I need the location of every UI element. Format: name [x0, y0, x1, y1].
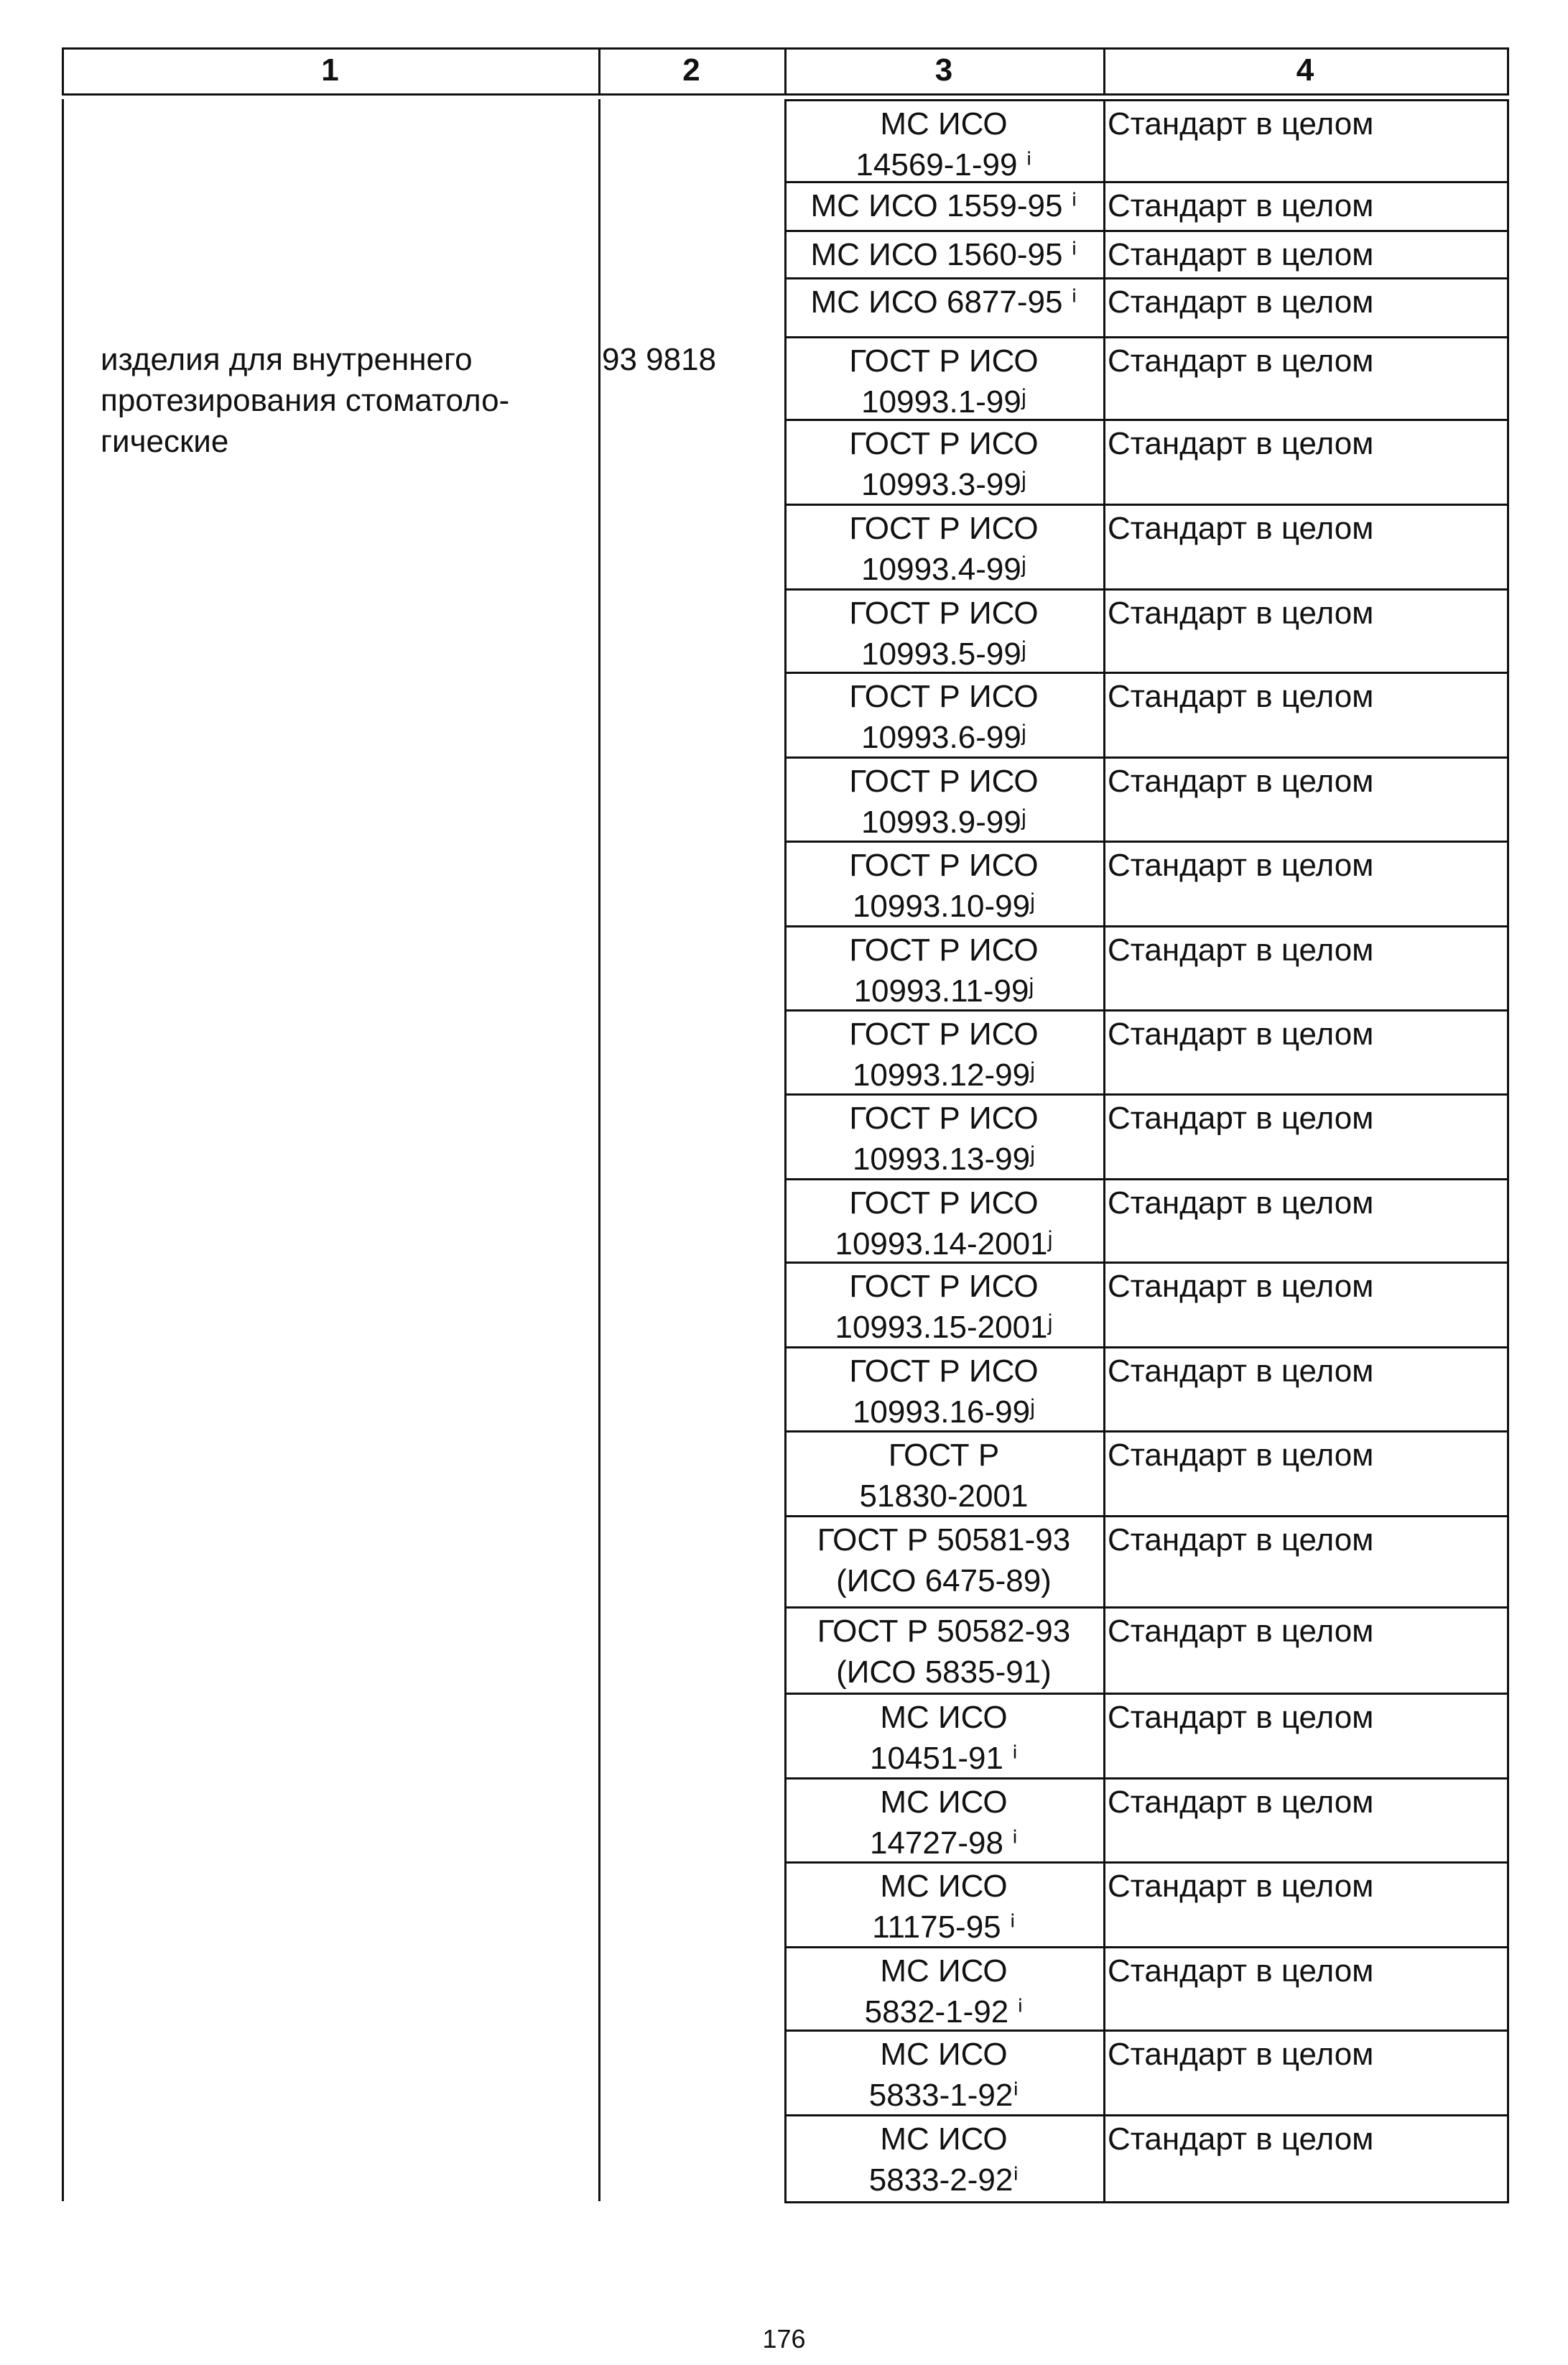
standard-designation: ГОСТ Р 51830-2001	[859, 1438, 1029, 1514]
row-rule-bottom	[784, 2201, 1509, 2203]
standard-scope: Стандарт в целом	[1108, 511, 1374, 546]
standard-scope: Стандарт в целом	[1108, 1017, 1374, 1052]
standard-designation: ГОСТ Р ИСО 10993.3-99ʲ	[849, 426, 1039, 502]
standard-designation: ГОСТ Р ИСО 10993.4-99ʲ	[849, 511, 1039, 587]
standard-designation: МС ИСО 5833-1-92ⁱ	[868, 2037, 1019, 2113]
standard-scope: Стандарт в целом	[1108, 1522, 1374, 1558]
standard-designation: ГОСТ Р ИСО 10993.14-2001ʲ	[835, 1185, 1053, 1262]
standard-designation: ГОСТ Р ИСО 10993.6-99ʲ	[849, 679, 1039, 755]
standard-designation: ГОСТ Р ИСО 10993.16-99ʲ	[849, 1353, 1039, 1430]
standard-designation: ГОСТ Р 50582-93 (ИСО 5835-91)	[817, 1614, 1071, 1690]
standard-scope: Стандарт в целом	[1108, 284, 1374, 320]
standard-scope: Стандарт в целом	[1108, 237, 1374, 272]
standard-scope: Стандарт в целом	[1108, 2121, 1374, 2157]
product-code: 93 9818	[602, 342, 717, 377]
standard-designation: МС ИСО 5832-1-92 ⁱ	[864, 1953, 1024, 2030]
standard-designation: ГОСТ Р ИСО 10993.12-99ʲ	[849, 1017, 1039, 1093]
standard-scope: Стандарт в целом	[1108, 1953, 1374, 1989]
standard-designation: ГОСТ Р ИСО 10993.5-99ʲ	[849, 596, 1039, 672]
column-header-4: 4	[1296, 52, 1314, 88]
standard-designation: МС ИСО 6877-95 ⁱ	[810, 284, 1077, 320]
standard-designation: МС ИСО 14569-1-99 ⁱ	[855, 106, 1032, 182]
column-1-left-rule	[62, 99, 64, 2201]
product-name: изделия для внутреннего протезирования стоматоло- гические	[101, 342, 510, 459]
standard-scope: Стандарт в целом	[1108, 106, 1374, 142]
standard-scope: Стандарт в целом	[1108, 1438, 1374, 1473]
page-number: 176	[762, 2324, 806, 2354]
standard-scope: Стандарт в целом	[1108, 1353, 1374, 1389]
standard-scope: Стандарт в целом	[1108, 343, 1374, 379]
column-header-1: 1	[321, 52, 339, 88]
standard-scope: Стандарт в целом	[1108, 1869, 1374, 1904]
standard-designation: ГОСТ Р ИСО 10993.11-99ʲ	[849, 932, 1039, 1009]
standard-scope: Стандарт в целом	[1108, 1700, 1374, 1735]
standard-scope: Стандарт в целом	[1108, 848, 1374, 883]
standard-designation: МС ИСО 1559-95 ⁱ	[810, 188, 1077, 223]
standard-designation: МС ИСО 14727-98 ⁱ	[869, 1785, 1019, 1861]
standard-scope: Стандарт в целом	[1108, 1785, 1374, 1820]
row-rule-3	[784, 277, 1509, 279]
row-rule-4	[784, 336, 1509, 338]
row-rule-19	[784, 1606, 1509, 1609]
standard-scope: Стандарт в целом	[1108, 596, 1374, 631]
standard-designation: ГОСТ Р 50581-93 (ИСО 6475-89)	[817, 1522, 1071, 1598]
standard-designation: МС ИСО 5833-2-92ⁱ	[868, 2121, 1019, 2198]
column-3-left-rule	[784, 99, 787, 2203]
standard-scope: Стандарт в целом	[1108, 1101, 1374, 1136]
standard-designation: ГОСТ Р ИСО 10993.1-99ʲ	[849, 343, 1039, 420]
standard-designation: ГОСТ Р ИСО 10993.15-2001ʲ	[835, 1269, 1053, 1345]
standard-scope: Стандарт в целом	[1108, 764, 1374, 799]
standard-scope: Стандарт в целом	[1108, 1269, 1374, 1304]
standard-designation: МС ИСО 11175-95 ⁱ	[872, 1869, 1016, 1945]
standard-scope: Стандарт в целом	[1108, 932, 1374, 968]
standard-designation: ГОСТ Р ИСО 10993.13-99ʲ	[849, 1101, 1039, 1177]
column-4-right-rule	[1507, 99, 1509, 2203]
standard-scope: Стандарт в целом	[1108, 1185, 1374, 1221]
column-header-2: 2	[682, 52, 700, 88]
standard-designation: ГОСТ Р ИСО 10993.9-99ʲ	[849, 764, 1039, 840]
column-4-left-rule	[1103, 99, 1105, 2203]
row-rule-2	[784, 230, 1509, 232]
standard-scope: Стандарт в целом	[1108, 188, 1374, 223]
standard-scope: Стандарт в целом	[1108, 426, 1374, 461]
header-divider-4	[1507, 47, 1509, 96]
standard-scope: Стандарт в целом	[1108, 2037, 1374, 2072]
row-rule-20	[784, 1693, 1509, 1695]
standard-scope: Стандарт в целом	[1108, 679, 1374, 714]
standard-designation: ГОСТ Р ИСО 10993.10-99ʲ	[849, 848, 1039, 924]
column-header-3: 3	[934, 52, 953, 88]
standard-designation: МС ИСО 1560-95 ⁱ	[810, 237, 1077, 272]
standard-scope: Стандарт в целом	[1108, 1614, 1374, 1649]
column-2-left-rule	[598, 99, 600, 2201]
standard-designation: МС ИСО 10451-91 ⁱ	[869, 1700, 1019, 1776]
row-rule-0	[784, 99, 1509, 101]
